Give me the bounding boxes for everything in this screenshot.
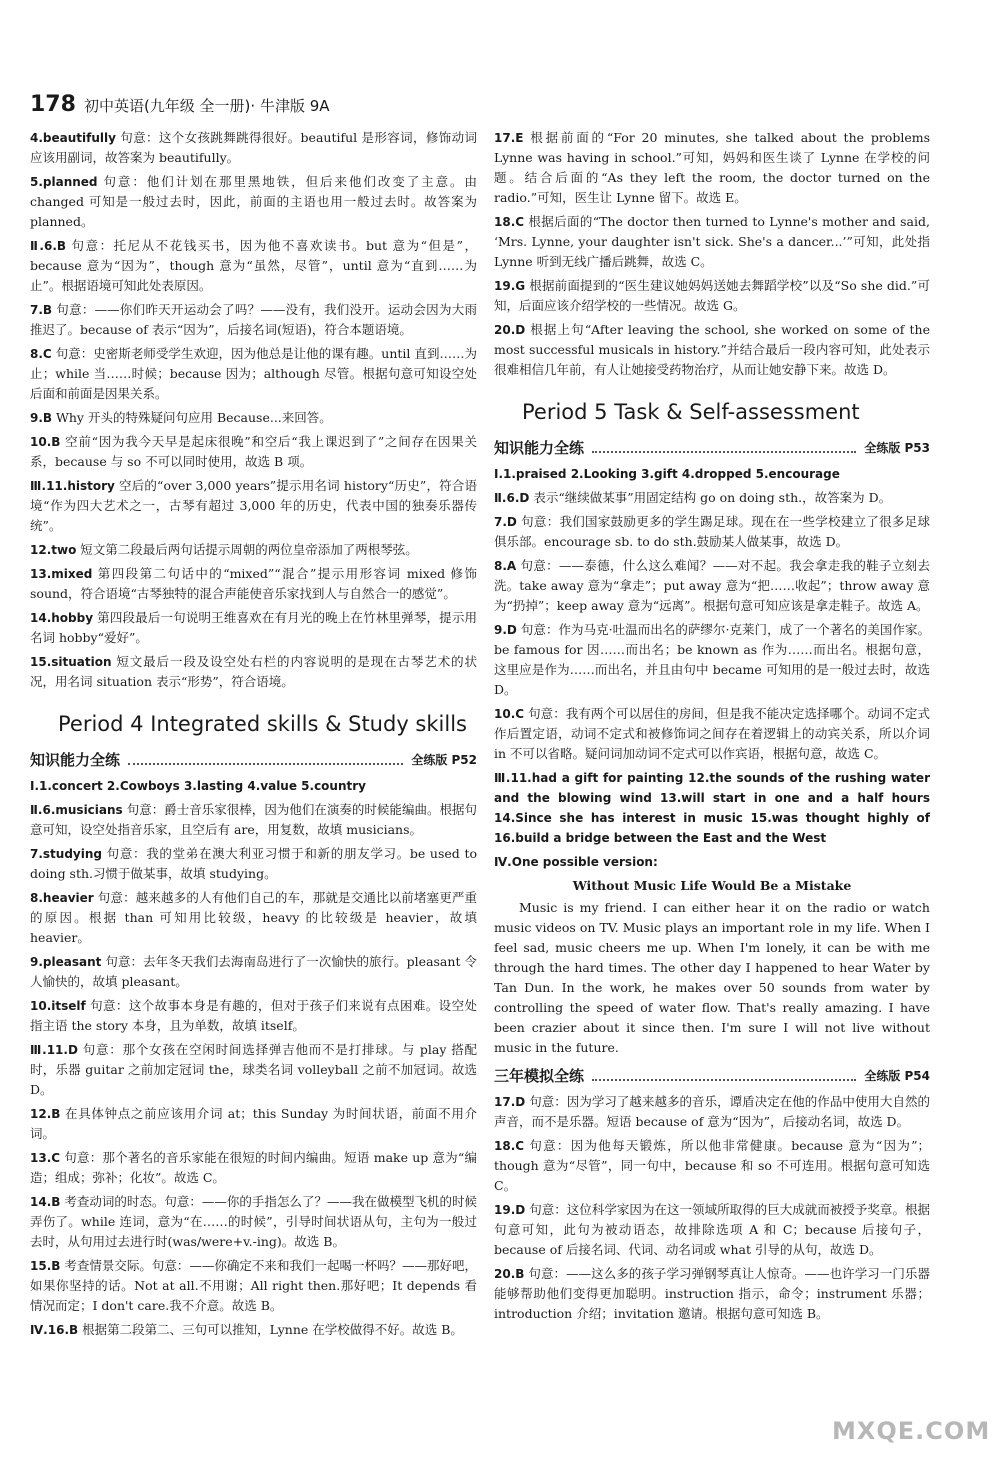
answer-item <box>494 1264 930 1324</box>
answer-item <box>494 320 930 380</box>
answer-item <box>30 236 477 296</box>
answer-explanation: 句意：这个女孩跳舞跳得很好。beautiful 是形容词，修饰动词应该用副词，故答案为 beautifully。 <box>30 130 477 165</box>
answer-item <box>30 408 477 428</box>
right-column <box>494 128 930 1328</box>
answer-explanation: 根据上句“After leaving the school, she worked on some of the most successful musicals in history.”并结合最后一段内容可知，此处表示很难相信几年前，有人让她接受药物治疗，从而让她安静下来。故选 D。 <box>494 322 930 377</box>
answer-number: 7.B <box>30 303 53 317</box>
answer-item <box>30 776 477 796</box>
answer-item <box>30 432 477 472</box>
section-ref: 全练版 P54 <box>864 1068 930 1083</box>
section-label: 三年模拟全练 <box>494 1066 585 1085</box>
answer-number: Ⅲ.11.D <box>30 1043 78 1057</box>
answer-number: Ⅲ.11.history <box>30 479 115 493</box>
answer-item <box>30 1040 477 1100</box>
section-divider <box>592 441 856 453</box>
answer-item <box>30 1148 477 1188</box>
answer-explanation: 考查动词的时态。句意：——你的手指怎么了？——我在做模型飞机的时候弄伤了。while 连词，意为“在……的时候”，引导时间状语从句，主句为一般过去时，从句用过去进行时(was/were+v.-ing)。故选 B。 <box>30 1194 477 1249</box>
answer-item <box>30 1192 477 1252</box>
answer-number: 7.studying <box>30 847 102 861</box>
answer-number: 13.mixed <box>30 567 93 581</box>
essay-text: Music is my friend. I can either hear it on the radio or watch music videos on TV. Music plays an important role in my life. When I feel sad, music cheers me up. When I'm lonely, it can be with me through the hard times. The other day I happened to hear Water by Tan Dun. In the work, he makes over 50 sounds from water by controlling the speed of water flow. That's really amazing. I have been crazier about it since then. I'm sure I will not live without music in the future. <box>494 900 930 1055</box>
answer-item <box>30 540 477 560</box>
answer-list-top <box>494 128 930 380</box>
answer-explanation: 句意：去年冬天我们去海南岛进行了一次愉快的旅行。pleasant 令人愉快的，故填 pleasant。 <box>30 954 477 989</box>
answer-item <box>30 996 477 1036</box>
answer-list-mid <box>494 464 930 872</box>
answer-number: Ⅱ.6.B <box>30 239 67 253</box>
answer-number: 9.pleasant <box>30 955 102 969</box>
answer-number: 15.B <box>30 1259 61 1273</box>
answer-item <box>30 844 477 884</box>
answer-number: 20.D <box>494 323 526 337</box>
answer-item <box>494 556 930 616</box>
answer-number: Ⅳ.16.B <box>30 1323 79 1337</box>
answer-item <box>494 1200 930 1260</box>
answer-list-top <box>30 128 477 692</box>
left-column <box>30 128 477 1344</box>
answer-explanation: 句意：作为马克·吐温而出名的萨缪尔·克莱门，成了一个著名的美国作家。be famous for 因……而出名；be known as 作为……而出名。根据句意，这里应是作为……而出名，并且由句中 became 可知用的是一般过去时，故选 D。 <box>494 622 930 697</box>
answer-item <box>30 1320 477 1340</box>
essay-title: Without Music Life Would Be a Mistake <box>572 878 852 893</box>
answer-number: 19.G <box>494 279 526 293</box>
answer-number: 13.C <box>30 1151 61 1165</box>
section-label: 知识能力全练 <box>494 438 585 457</box>
answer-explanation: 根据前面的“For 20 minutes, she talked about the problems Lynne was having in school.”可知，妈妈和医生谈了 Lynne 在学校的问题。结合后面的“As they left the room, the doctor turned on the radio.”可知，医生让 Lynne 留下。故选 E。 <box>494 130 930 205</box>
answer-item <box>494 1092 930 1132</box>
answer-item <box>30 128 477 168</box>
answer-item <box>30 1104 477 1144</box>
answer-explanation: 第四段最后一句说明王维喜欢在有月光的晚上在竹林里弹琴，提示用名词 hobby“爱好”。 <box>30 610 477 645</box>
answer-item <box>30 888 477 948</box>
answer-number: Ⅰ.1.praised 2.Looking 3.gift 4.dropped 5.encourage <box>494 467 840 481</box>
answer-item <box>494 464 930 484</box>
answer-explanation: 句意：史密斯老师受学生欢迎，因为他总是让他的课有趣。until 直到……为止；while 当……时候；because 因为；although 尽管。根据句意可知设空处后面和前面是因果关系。 <box>30 346 477 401</box>
answer-item <box>30 952 477 992</box>
answer-item <box>30 800 477 840</box>
answer-explanation: 句意：——这么多的孩子学习弹钢琴真让人惊奇。——也许学习一门乐器能够帮助他们变得更加聪明。instruction 指示，命令；instrument 乐器；introduction 介绍；invitation 邀请。根据句意可知选 B。 <box>494 1266 930 1321</box>
answer-number: 10.B <box>30 435 61 449</box>
section-ref: 全练版 P53 <box>864 440 930 455</box>
answer-item <box>30 172 477 232</box>
answer-explanation: Why 开头的特殊疑问句应用 Because...来回答。 <box>52 410 332 425</box>
answer-number: 12.two <box>30 543 77 557</box>
answer-number: 9.D <box>494 623 517 637</box>
answer-item <box>30 300 477 340</box>
answer-number: 18.C <box>494 215 525 229</box>
answer-item <box>494 512 930 552</box>
page-number: 178 <box>30 92 76 117</box>
answer-explanation: 句意：这位科学家因为在这一领域所取得的巨大成就而被授予奖章。根据句意可知，此句为被动语态，故排除选项 A 和 C；because 后接句子，because of 后接名词、代词、动名词或 what 引导的从句，故选 D。 <box>494 1202 930 1257</box>
answer-item <box>30 344 477 404</box>
section-header <box>494 436 930 458</box>
answer-number: Ⅳ.One possible version: <box>494 855 658 869</box>
answer-number: 15.situation <box>30 655 112 669</box>
answer-number: 14.B <box>30 1195 61 1209</box>
answer-number: 17.D <box>494 1095 526 1109</box>
answer-item <box>494 488 930 508</box>
answer-number: 8.A <box>494 559 517 573</box>
answer-explanation: 句意：我们国家鼓励更多的学生踢足球。现在在一些学校建立了很多足球俱乐部。encourage sb. to do sth.鼓励某人做某事，故选 D。 <box>494 514 930 549</box>
answer-number: 7.D <box>494 515 517 529</box>
answer-explanation: 根据前面提到的“医生建议她妈妈送她去舞蹈学校”以及“So she did.”可知，后面应该介绍学校的一些情况。故选 G。 <box>494 278 930 313</box>
answer-item <box>30 608 477 648</box>
answer-explanation: 句意：他们计划在那里黑地铁，但后来他们改变了主意。由 changed 可知是一般过去时，因此，前面的主语也用一般过去时。故答案为 planned。 <box>30 174 477 229</box>
page-header <box>30 84 970 118</box>
answer-item <box>494 852 930 872</box>
answer-explanation: 句意：那个女孩在空闲时间选择弹吉他而不是打排球。与 play 搭配时，乐器 guitar 之前加定冠词 the，球类名词 volleyball 之前不加冠词。故选 D。 <box>30 1042 477 1097</box>
answer-explanation: 句意：那个著名的音乐家能在很短的时间内编曲。短语 make up 意为“编造；组成；弥补；化妆”。故选 C。 <box>30 1150 477 1185</box>
answer-item <box>494 1136 930 1196</box>
answer-explanation: 句意：——泰德，什么这么难闻？——对不起。我会拿走我的鞋子立刻去洗。take away 意为“拿走”；put away 意为“把……收起”；throw away 意为“扔掉”；keep away 意为“远离”。根据句意可知应该是拿走鞋子。故选 A。 <box>494 558 930 613</box>
answer-item <box>494 128 930 208</box>
answer-number: 18.C <box>494 1139 525 1153</box>
answer-number: 9.B <box>30 411 53 425</box>
answer-item <box>494 620 930 700</box>
answer-explanation: 句意：我的堂弟在澳大利亚习惯于和新的朋友学习。be used to doing sth.习惯于做某事，故填 studying。 <box>30 846 477 881</box>
answer-item <box>30 652 477 692</box>
answer-explanation: 句意：因为他每天锻炼，所以他非常健康。because 意为“因为”；though 意为“尽管”，同一句中，because 和 so 不可连用。根据句意可知选 C。 <box>494 1138 930 1193</box>
answer-number: Ⅲ.11.had a gift for painting 12.the sounds of the rushing water and the blowing wind 13.will start in one and a half hours 14.Since she has interest in music 15.was thought highly of 16.build a bridge between the East and the West <box>494 771 930 845</box>
answer-explanation: 句意：因为学习了越来越多的音乐，谭盾决定在他的作品中使用大自然的声音，而不是乐器。短语 because of 意为“因为”，后接动名词，故选 D。 <box>494 1094 930 1129</box>
answer-explanation: 考查情景交际。句意：——你确定不来和我们一起喝一杯吗？——那好吧，如果你坚持的话。Not at all.不用谢；All right then.那好吧；It depends 看情况而定；I don't care.我不介意。故选 B。 <box>30 1258 477 1313</box>
answer-number: 10.itself <box>30 999 86 1013</box>
answer-number: 19.D <box>494 1203 526 1217</box>
answer-explanation: 空后的“over 3,000 years”提示用名词 history“历史”，符合语境“作为四大艺术之一，古琴有超过 3,000 年的历史，代表中国的独奏乐器传统”。 <box>30 478 477 533</box>
watermark: MXQE.COM <box>832 1417 991 1445</box>
answer-number: 20.B <box>494 1267 525 1281</box>
answer-explanation: 短文最后一段及设空处右栏的内容说明的是现在古琴艺术的状况，用名词 situation 表示“形势”，符合语境。 <box>30 654 477 689</box>
answer-number: 10.C <box>494 707 525 721</box>
answer-item <box>30 564 477 604</box>
section-divider <box>128 753 403 765</box>
answer-explanation: 第四段第二句话中的“mixed”“混合”提示用形容词 mixed 修饰 sound，符合语境“古琴独特的混合声能使音乐家找到人与自然合一的感觉”。 <box>30 566 477 601</box>
answer-number: 8.C <box>30 347 52 361</box>
answer-number: 12.B <box>30 1107 61 1121</box>
answer-explanation: 句意：越来越多的人有他们自己的车，那就是交通比以前堵塞更严重的原因。根据 than 可知用比较级，heavy 的比较级是 heavier，故填 heavier。 <box>30 890 477 945</box>
answer-explanation: 句意：我有两个可以居住的房间，但是我不能决定选择哪个。动词不定式作后置定语，动词不定式和被修饰词之间存在着逻辑上的动宾关系，所以介词 in 不可以省略。疑问词加动词不定式可以作宾语，根据句意，故选 C。 <box>494 706 930 761</box>
section-ref: 全练版 P52 <box>411 752 477 767</box>
answer-explanation: 表示“继续做某事”用固定结构 go on doing sth.，故答案为 D。 <box>529 490 892 505</box>
answer-item <box>494 704 930 764</box>
answer-item <box>494 276 930 316</box>
answer-item <box>30 1256 477 1316</box>
section-label: 知识能力全练 <box>30 750 121 769</box>
answer-number: 14.hobby <box>30 611 94 625</box>
answer-explanation: 句意：这个故事本身是有趣的，但对于孩子们来说有点困难。设空处指主语 the story 本身，且为单数，故填 itself。 <box>30 998 477 1033</box>
answer-explanation: 短文第二段最后两句话提示周朝的两位皇帝添加了两根琴弦。 <box>76 542 418 557</box>
answer-number: 4.beautifully <box>30 131 116 145</box>
answer-item <box>494 768 930 848</box>
section-header <box>30 748 477 770</box>
answer-item <box>30 476 477 536</box>
period-4-title: Period 4 Integrated skills & Study skills <box>58 712 467 736</box>
book-title: 初中英语(九年级 全一册)· 牛津版 9A <box>83 97 330 115</box>
answer-item <box>494 212 930 272</box>
answer-explanation: 在具体钟点之前应该用介词 at；this Sunday 为时间状语，前面不用介词。 <box>30 1106 477 1141</box>
period-5-title: Period 5 Task & Self-assessment <box>522 400 860 424</box>
answer-number: Ⅱ.6.musicians <box>30 803 123 817</box>
section-divider <box>592 1069 856 1081</box>
answer-explanation: 根据后面的“The doctor then turned to Lynne's mother and said, ‘Mrs. Lynne, your daughter isn't sick. She's a dancer...’”可知，此处指 Lynne 听到无线广播后跳舞，故选 C。 <box>494 214 930 269</box>
answer-number: Ⅰ.1.concert 2.Cowboys 3.lasting 4.value 5.country <box>30 779 366 793</box>
answer-explanation: 句意：托尼从不花钱买书，因为他不喜欢读书。but 意为“但是”，because 意为“因为”，though 意为“虽然，尽管”，until 意为“直到……为止”。根据语境可知此处表原因。 <box>30 238 477 293</box>
answer-number: 5.planned <box>30 175 98 189</box>
answer-number: 17.E <box>494 131 524 145</box>
answer-list-bottom <box>30 776 477 1340</box>
answer-number: Ⅱ.6.D <box>494 491 530 505</box>
answer-explanation: 空前“因为我今天早是起床很晚”和空后“我上课迟到了”之间存在因果关系，because 与 so 不可以同时使用，故选 B 项。 <box>30 434 477 469</box>
answer-list-bottom <box>494 1092 930 1324</box>
answer-explanation: 句意：——你们昨天开运动会了吗？——没有，我们没开。运动会因为大雨推迟了。because of 表示“因为”，后接名词(短语)，符合本题语境。 <box>30 302 477 337</box>
answer-explanation: 句意：爵士音乐家很棒，因为他们在演奏的时候能编曲。根据句意可知，设空处指音乐家，且空后有 are，用复数，故填 musicians。 <box>30 802 477 837</box>
answer-explanation: 根据第二段第二、三句可以推知，Lynne 在学校做得不好。故选 B。 <box>78 1322 463 1337</box>
section-header <box>494 1064 930 1086</box>
answer-number: 8.heavier <box>30 891 94 905</box>
